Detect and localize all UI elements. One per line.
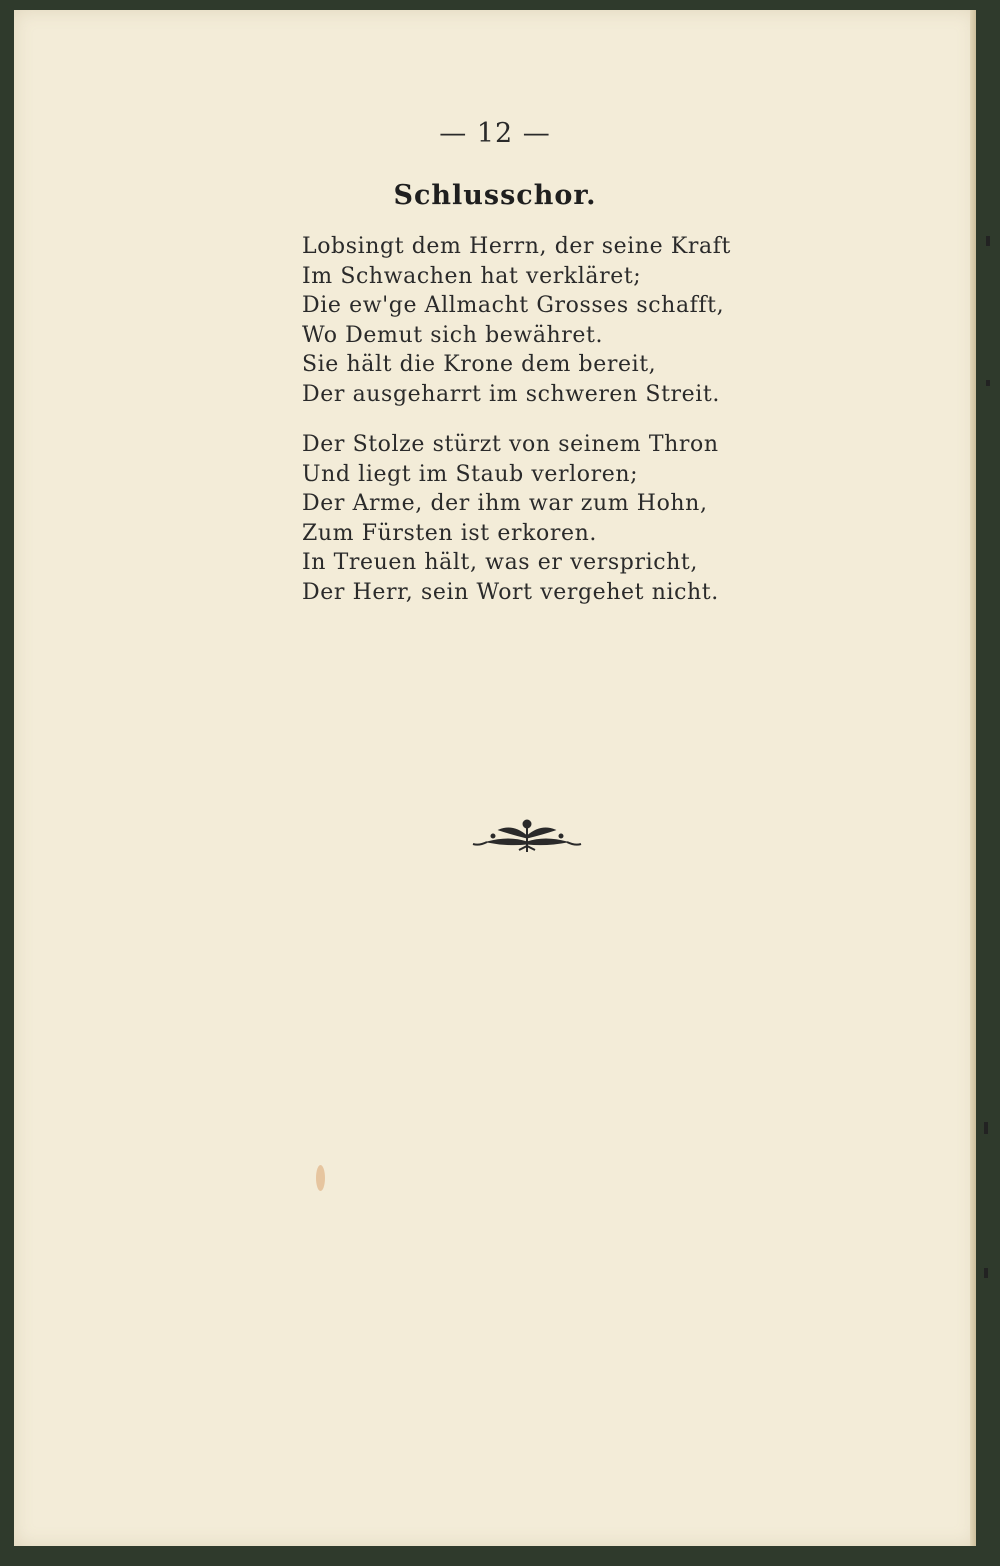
poem-line: In Treuen hält, was er verspricht, [302, 550, 698, 575]
poem-line: Die ew'ge Allmacht Grosses schafft, [302, 293, 725, 318]
poem-line: Der Arme, der ihm war zum Hohn, [302, 491, 708, 516]
poem-line: Der ausgeharrt im schweren Streit. [302, 381, 720, 407]
page-number: — 12 — [439, 118, 551, 149]
page-title: Schlusschor. [393, 180, 597, 211]
poem-line: Lobsingt dem Herrn, der seine Kraft [302, 234, 731, 259]
poem-line: Sie hält die Krone dem bereit, [302, 352, 657, 377]
book-page [14, 10, 976, 1546]
poem-line: Und liegt im Staub verloren; [302, 461, 639, 487]
page-edge [970, 10, 976, 1546]
poem-line: Im Schwachen hat verkläret; [302, 263, 642, 289]
floral-ornament-icon [469, 816, 585, 856]
stanza-1 [302, 232, 731, 409]
edge-mark [984, 1122, 988, 1134]
poem-line: Der Stolze stürzt von seinem Thron [302, 432, 719, 457]
poem-line: Der Herr, sein Wort vergehet nicht. [302, 579, 719, 605]
paper-stain [316, 1165, 325, 1191]
stanza-2 [302, 430, 719, 607]
edge-mark [986, 380, 990, 386]
edge-mark [984, 1268, 988, 1278]
poem-line: Wo Demut sich bewähret. [302, 322, 604, 348]
poem-line: Zum Fürsten ist erkoren. [302, 520, 597, 546]
edge-mark [986, 236, 990, 246]
